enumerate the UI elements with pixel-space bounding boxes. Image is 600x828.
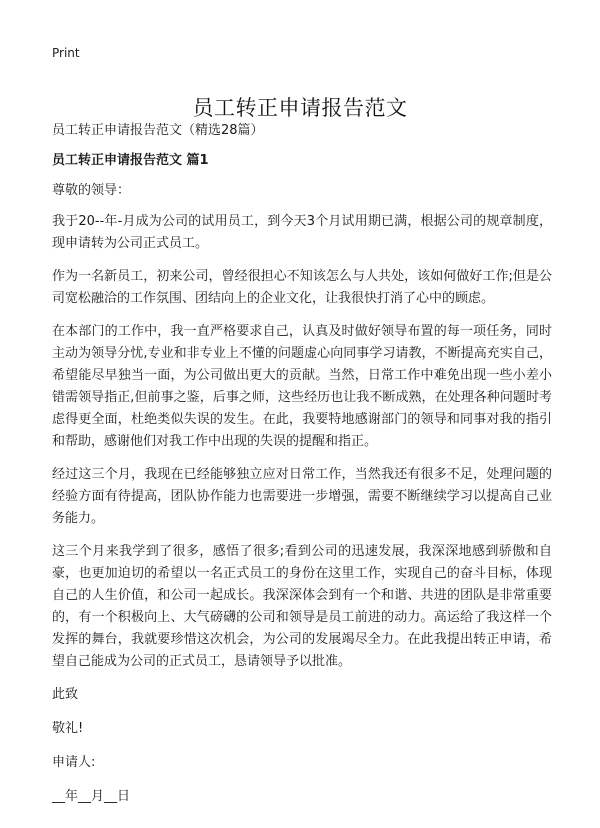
body-paragraph: 在本部门的工作中，我一直严格要求自己，认真及时做好领导布置的每一项任务，同时主动为领导分忧,专业和非专业上不懂的问题虚心向同事学习请教，不断提高充实自己，希望能尽早独当一面，为公司做出更大的贡献。当然，日常工作中难免出现一些小差小错需领导指正,但前事之鉴，后事之师，这些经历也让我不断成熟，在处理各种问题时考虑得更全面，杜绝类似失误的发生。在此，我要特地感谢部门的领导和同事对我的指引和帮助，感谢他们对我工作中出现的失误的提醒和指正。 [52,324,552,449]
body-paragraph: 这三个月来我学到了很多，感悟了很多;看到公司的迅速发展，我深深地感到骄傲和自豪，也更加迫切的希望以一名正式员工的身份在这里工作，实现自己的奋斗目标，体现自己的人生价值，和公司一起成长。我深深体会到有一个和谐、共进的团队是非常重要的，有一个积极向上、大气磅礴的公司和领导是员工前进的动力。高运给了我这样一个发挥的舞台，我就要珍惜这次机会，为公司的发展竭尽全力。在此我提出转正申请，希望自己能成为公司的正式员工，恳请领导予以批准。 [52,544,552,669]
body-paragraph: 我于20--年-月成为公司的试用员工，到今天3个月试用期已满，根据公司的规章制度，现申请转为公司正式员工。 [52,214,552,251]
applicant-label: 申请人: [52,755,96,770]
page-title: 员工转正申请报告范文 [192,96,408,121]
print-link[interactable]: Print [52,46,80,60]
section-heading: 员工转正申请报告范文 篇1 [52,153,209,168]
document-subtitle: 员工转正申请报告范文（精选28篇） [52,123,264,138]
closing-regards: 此致 [52,687,79,702]
body-paragraph: 作为一名新员工，初来公司，曾经很担心不知该怎么与人共处，该如何做好工作;但是公司宽松融洽的工作氛围、团结向上的企业文化，让我很快打消了心中的顾虑。 [52,269,552,306]
body-paragraph: 经过这三个月，我现在已经能够独立应对日常工作，当然我还有很多不足，处理问题的经验方面有待提高，团队协作能力也需要进一步增强，需要不断继续学习以提高自己业务能力。 [52,467,552,526]
closing-salute: 敬礼! [52,721,84,736]
salutation: 尊敬的领导： [52,183,131,198]
document-body [52,120,552,820]
date-line: __年__月__日 [52,789,131,804]
